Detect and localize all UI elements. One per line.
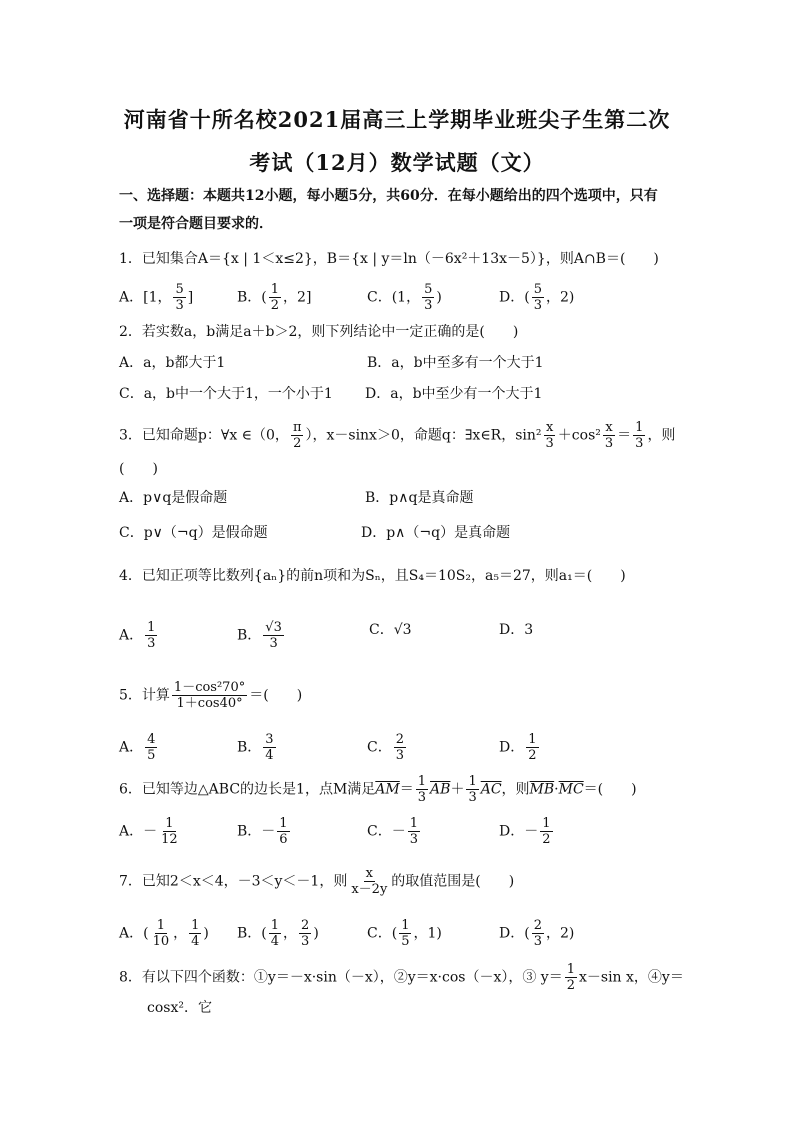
q2-stem: 2．若实数a，b满足a＋b＞2，则下列结论中一定正确的是( ) [119, 324, 519, 340]
q7-option-c: C．( $\frac{1}{5}$ ，1) [367, 918, 442, 949]
q4-option-b: B． $\frac{√3}{3}$ [237, 620, 282, 651]
q3-option-b: B．p∧q是真命题 [365, 490, 474, 506]
q1-option-d: D．( $\frac{5}{3}$ ，2) [499, 282, 575, 313]
q6-option-d: D．－ $\frac{1}{2}$ [499, 816, 551, 847]
q6-stem: 6．已知等边△ABC的边长是1，点M满足$\overline{AM}=$ $\frac{1}{3}$ $\overline{AB}+$ $\frac{1}{3}$ $\overline{AC}$，则$\overline{MB}\cdot\overline{MC}=$( ) [119, 774, 637, 805]
exam-title-line-1: 河南省十所名校2021届高三上学期毕业班尖子生第二次 [123, 107, 671, 132]
q3-answer-paren: ( ) [119, 461, 158, 477]
q3-option-c: C．p∨（¬q）是假命题 [119, 525, 268, 541]
q1-stem: 1．已知集合A＝{x | 1＜x≤2}，B＝{x | y＝ln（－6x²＋13x－5）}，则A∩B＝( ) [119, 251, 659, 267]
q7-option-d: D．( $\frac{2}{3}$ ，2) [499, 918, 575, 949]
q2-option-d: D．a，b中至少有一个大于1 [365, 386, 543, 402]
q5-option-c: C． $\frac{2}{3}$ [367, 732, 404, 763]
q1-option-a: A．[1， $\frac{5}{3}$ ] [119, 282, 194, 313]
q6-option-b: B．－ $\frac{1}{6}$ [237, 816, 288, 847]
q5-option-a: A． $\frac{4}{5}$ [119, 732, 156, 763]
q3-option-a: A．p∨q是假命题 [119, 490, 228, 506]
q4-stem: 4．已知正项等比数列{aₙ}的前n项和为Sₙ，且S₄＝10S₂，a₅＝27，则a₁＝( ) [119, 568, 626, 584]
q2-option-c: C．a，b中一个大于1，一个小于1 [119, 386, 333, 402]
section-instructions-line-2: 一项是符合题目要求的． [119, 216, 273, 232]
q8-stem-continued: cosx²．它 [147, 1000, 212, 1016]
q3-stem: 3．已知命题p：∀x ∈（0， $\frac{\pi}{2}$ ），x－sinx＞0，命题q：∃x∈R，sin² $\frac{x}{3}$ ＋cos² $\frac{x}{3}$ ＝ $\frac{1}{3}$ ，则 [119, 420, 676, 451]
q4-option-c: C．√3 [369, 622, 412, 638]
q2-option-b: B．a，b中至多有一个大于1 [367, 355, 544, 371]
q4-option-d: D．3 [499, 622, 534, 638]
q3-option-d: D．p∧（¬q）是真命题 [361, 525, 511, 541]
q6-option-a: A．－ $\frac{1}{12}$ [119, 816, 178, 847]
q5-stem: 5．计算 $\frac{\text{1－cos²70°}}{1+\cos 40^\circ}$ ＝( ) [119, 680, 303, 711]
q1-option-b: B．( $\frac{1}{2}$ ，2] [237, 282, 312, 313]
q7-option-b: B．( $\frac{1}{4}$ ， $\frac{2}{3}$ ) [237, 918, 319, 949]
q5-option-b: B． $\frac{3}{4}$ [237, 732, 274, 763]
q7-option-a: A．( $\frac{1}{10}$ ， $\frac{1}{4}$ ) [119, 918, 209, 949]
q6-option-c: C．－ $\frac{1}{3}$ [367, 816, 418, 847]
q4-option-a: A． $\frac{1}{3}$ [119, 620, 156, 651]
q1-option-c: C．(1， $\frac{5}{3}$ ) [367, 282, 442, 313]
q7-stem: 7．已知2＜x＜4，－3＜y＜－1，则 $\frac{x}{x-2y}$ 的取值范围是( ) [119, 866, 515, 897]
q2-option-a: A．a，b都大于1 [119, 355, 226, 371]
q8-stem: 8．有以下四个函数：①y＝－x·sin（－x），②y＝x·cos（－x），③ y＝ $\frac{1}{2}$ x－sin x，④y＝ [119, 962, 684, 993]
section-instructions-line-1: 一、选择题：本题共12小题，每小题5分，共60分．在每小题给出的四个选项中，只有 [119, 188, 658, 204]
exam-title-line-2: 考试（12月）数学试题（文） [249, 150, 545, 175]
q5-option-d: D． $\frac{1}{2}$ [499, 732, 537, 763]
